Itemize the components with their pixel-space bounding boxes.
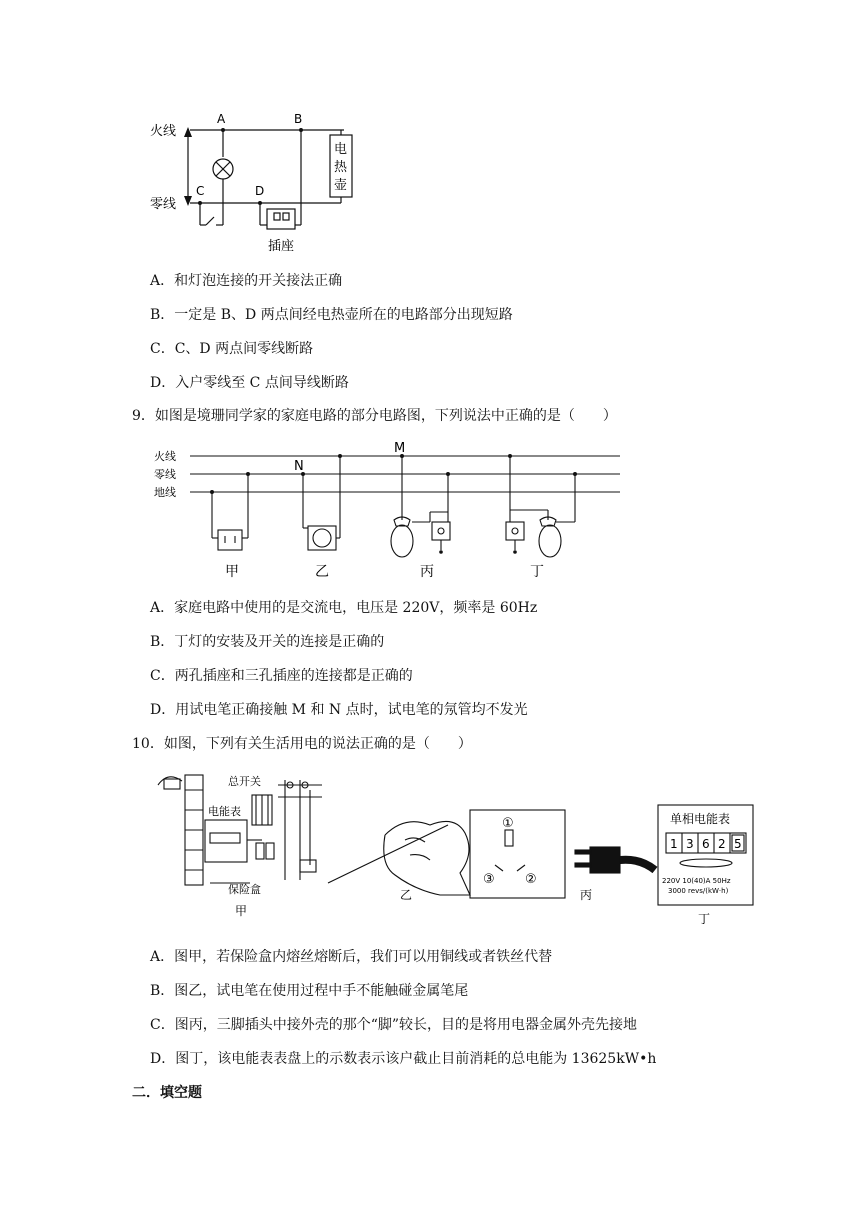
- q9-option-c: C．两孔插座和三孔插座的连接都是正确的: [150, 668, 413, 684]
- q9-point-m: M: [394, 441, 406, 456]
- q9-label-bing: 丙: [420, 564, 434, 580]
- q9-label-jia: 甲: [225, 564, 239, 580]
- q10-option-a: A．图甲，若保险盒内熔丝熔断后，我们可以用铜线或者铁丝代替: [150, 949, 553, 965]
- q10-option-b: B．图乙，试电笔在使用过程中手不能触碰金属笔尾: [150, 983, 469, 999]
- live-wire-label: 火线: [150, 124, 177, 139]
- socket-num-3: ③: [483, 872, 495, 887]
- section-heading-fill-in: 二．填空题: [132, 1085, 202, 1101]
- point-a-label: A: [217, 112, 226, 126]
- meter-label: 电能表: [208, 805, 241, 818]
- kettle-char-1: 电: [334, 142, 348, 157]
- meter-digit-3: 6: [702, 837, 710, 851]
- socket-num-2: ②: [525, 872, 537, 887]
- q10-stem: 10．如图，下列有关生活用电的说法正确的是（ ）: [132, 736, 472, 752]
- meter-digit-2: 3: [686, 837, 694, 851]
- meter-spec-2: 3000 revs/(kW·h): [668, 887, 729, 895]
- q9-neutral-label: 零线: [154, 468, 176, 481]
- q9-label-yi: 乙: [315, 564, 329, 580]
- main-switch-label: 总开关: [228, 775, 261, 788]
- point-b-label: B: [294, 112, 303, 126]
- q10-label-bing: 丙: [580, 888, 593, 902]
- meter-title: 单相电能表: [670, 812, 731, 826]
- q9-live-label: 火线: [154, 450, 176, 463]
- meter-digit-5: 5: [734, 837, 742, 851]
- socket-label: 插座: [268, 239, 295, 254]
- q9-point-n: N: [294, 459, 304, 474]
- q10-label-ding: 丁: [698, 912, 711, 925]
- q10-option-c: C．图丙，三脚插头中接外壳的那个“脚”较长，目的是将用电器金属外壳先接地: [150, 1017, 638, 1033]
- meter-digit-1: 1: [670, 837, 678, 851]
- point-c-label: C: [196, 184, 205, 198]
- q8-circuit-figure: [150, 105, 370, 260]
- kettle-char-3: 壶: [334, 178, 348, 193]
- q8-option-a: A．和灯泡连接的开关接法正确: [150, 273, 343, 289]
- q9-ground-label: 地线: [154, 486, 176, 499]
- q10-option-d: D．图丁，该电能表表盘上的示数表示该户截止目前消耗的总电能为 13625kW•h: [150, 1051, 657, 1067]
- meter-digit-4: 2: [718, 837, 726, 851]
- q9-stem: 9．如图是境珊同学家的家庭电路的部分电路图，下列说法中正确的是（ ）: [132, 408, 617, 424]
- q8-option-c: C．C、D 两点间零线断路: [150, 341, 314, 357]
- kettle-char-2: 热: [334, 160, 348, 175]
- fuse-box-label: 保险盒: [228, 883, 261, 896]
- q10-label-jia: 甲: [235, 904, 248, 918]
- q10-figure: [150, 765, 760, 925]
- q9-option-d: D．用试电笔正确接触 M 和 N 点时，试电笔的氖管均不发光: [150, 702, 528, 718]
- q9-label-ding: 丁: [530, 564, 544, 580]
- q9-option-a: A．家庭电路中使用的是交流电，电压是 220V，频率是 60Hz: [150, 600, 538, 616]
- neutral-wire-label: 零线: [150, 197, 177, 212]
- socket-num-1: ①: [502, 816, 514, 831]
- q9-circuit-figure: [150, 438, 625, 583]
- q9-option-b: B．丁灯的安装及开关的连接是正确的: [150, 634, 385, 650]
- point-d-label: D: [255, 184, 265, 198]
- meter-spec-1: 220V 10(40)A 50Hz: [662, 877, 731, 885]
- q8-option-b: B．一定是 B、D 两点间经电热壶所在的电路部分出现短路: [150, 307, 513, 323]
- q8-option-d: D．入户零线至 C 点间导线断路: [150, 375, 349, 391]
- q10-label-yi: 乙: [400, 888, 413, 902]
